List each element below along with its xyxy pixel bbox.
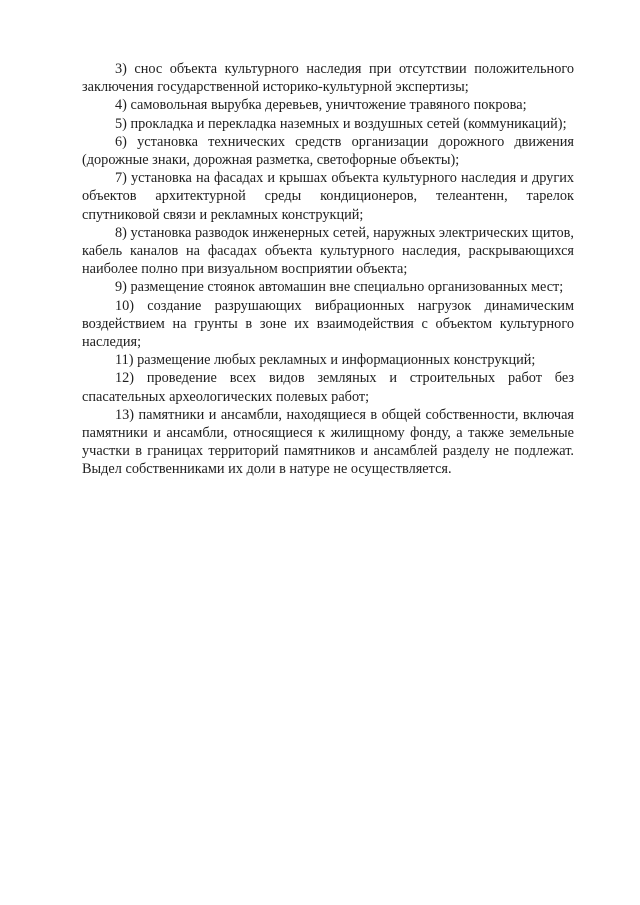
list-item: 5) прокладка и перекладка наземных и воздушных сетей (коммуникаций); bbox=[115, 115, 567, 132]
list-item: 11) размещение любых рекламных и информационных конструкций; bbox=[115, 352, 536, 369]
list-item: 12) проведение всех видов земляных и строительных работ без спасательных археологических полевых работ; bbox=[82, 370, 574, 405]
list-item: 9) размещение стоянок автомашин вне специально организованных мест; bbox=[115, 279, 564, 296]
document-body bbox=[82, 60, 574, 479]
list-item: 6) установка технических средств организации дорожного движения (дорожные знаки, дорожная разметка, светофорные объекты); bbox=[82, 133, 574, 169]
list-item: 3) снос объекта культурного наследия при отсутствии положительного заключения государственной историко-культурной экспертизы; bbox=[82, 61, 574, 96]
list-item: 4) самовольная вырубка деревьев, уничтожение травяного покрова; bbox=[115, 97, 527, 114]
list-item: 7) установка на фасадах и крышах объекта культурного наследия и других объектов архитектурной среды кондиционеров, телеантенн, тарелок спутниковой связи и рекламных конструкций; bbox=[82, 170, 574, 223]
list-item: 13) памятники и ансамбли, находящиеся в общей собственности, включая памятники и ансамбли, относящиеся к жилищному фонду, а также земельные участки в границах территорий памятников и ансамблей разделу не подлежат. Выдел собственниками их доли в натуре не осуществляется. bbox=[82, 406, 574, 478]
list-item: 10) создание разрушающих вибрационных нагрузок динамическим воздействием на грунты в зоне их взаимодействия с объектом культурного наследия; bbox=[82, 297, 574, 351]
list-item: 8) установка разводок инженерных сетей, наружных электрических щитов, кабель каналов на фасадах объекта культурного наследия, раскрывающихся наиболее полно при визуальном восприятии объекта; bbox=[82, 224, 575, 278]
